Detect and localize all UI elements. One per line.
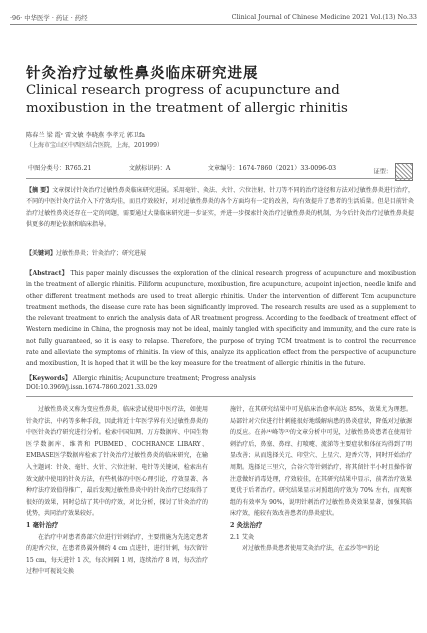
keywords-english (26, 373, 416, 382)
subsection-2-1-paragraph: 对过敏性鼻炎患者使用艾灸治疗法，在孟沙等⁽⁶⁾的论 (242, 545, 380, 553)
abstract-chinese (26, 185, 414, 230)
header-left: ·96· 中华医学 · 药证 · 药经 (10, 13, 88, 22)
abstract-cn-label: 【摘 要】 (26, 187, 53, 194)
continued-paragraph: 施针，在其研究结果中可见临床治愈率高达 85%，效果尤为理想。局部针对穴位进行针刺能很好地缓解病患的鼻炎症状，降低对过敏源的反应。在孙⁽⁴⁾峰等⁽³⁾的文章分析中可见，过敏性鼻炎患者在使用针刺治疗后，鼻塞、鼻痒、打喷嚏、流涕等主要症状和体征均得到了明显改善；从而选择关元、印堂穴、上星穴、迎香穴等，同时开始治疗周期。选择足三里穴，合谷穴等针刺治疗，将其留针半小时且操作留注意做好消毒处理，疗效较佳，在其研究结果中显示，前者治疗效果更优于后者治疗。研究结果显示对照组的疗效为 70% 左右，而观察组的有效率为 90%，说明针刺治疗过敏性鼻炎效果显著，加强其临床疗效，能较有效改善患者的鼻炎症状。 (230, 406, 412, 518)
keywords-chinese (26, 248, 414, 257)
keywords-en-text: Allergic rhinitis; Acupuncture treatment; Progress analysis (72, 375, 256, 382)
abstract-english (26, 268, 416, 370)
body-column-left (26, 404, 208, 578)
body-column-right (230, 404, 412, 555)
abstract-cn-text: 文章探讨针灸治疗过敏性鼻炎临床研究进展。采用毫针、灸法、火针、穴位注射、针刀等不同的治疗途径和方法对过敏性鼻炎进行治疗，不同的中医针灸疗法介入下疗效均佳，而且疗效较好，对对过敏性鼻炎的各个方面均有一定的改善，均有效提升了患者的生活质量。但是目前针灸治疗过敏性鼻炎还存在一定的问题，需要通过大量临床研究进一步证实，并进一步探索针灸治疗过敏性鼻炎的机制，为今后针灸治疗过敏性鼻炎提供更多的理论依据和临床指导。 (26, 187, 414, 228)
document-code: 文献标识码：A (128, 165, 171, 172)
title-english: Clinical research progress of acupuncture and moxibustion in the treatment of allergic rhinitis (26, 83, 348, 116)
cert-text: 证型： (373, 168, 392, 176)
section-1-paragraph: 在治疗中对患者鼻部穴位进行针刺治疗，主要措施为先选定患者的迎香穴位，在患者鼻翼外侧约 4 cm 点进针，进行针刺，每次留针 15 cm，每天进针 1 次，每次间隔 1 周，连续治疗 8 周，每次治疗过程中可视说交换 (26, 533, 208, 576)
intro-paragraph: 过敏性鼻炎又称为变应性鼻炎，临床尝试使用中医疗法，如使用针灸疗法、中药等多种手段，因此将近十年医学界有关过敏性鼻炎的中医针灸治疗研究进行分析。检索中国知网、万方数据库、中国生物医学数据库、维普和 PUBMED、COCHRANCE LIBARY、EMBASE医学数据库检索了针灸治疗过敏性鼻炎的临床研究，在输入主题词：针灸、毫针、火针、穴位注射、电针等关键词，检索出有效文献中使用的针灸方法，有些机体的中医心理引论，疗效显著、各种疗法疗效值得推广，最后发现过敏性鼻炎中的针灸治疗已经取得了很好的效果，同时总结了其中的疗效，对比分析，探讨了针灸治疗的优势，共同治疗效果较好。 (26, 406, 208, 518)
abstract-en-text: This paper mainly discusses the exploration of the clinical research progress of acupuncture and moxibustion in the treatment of allergic rhinitis. Filiform acupuncture, moxibustion, fire acupuncture, acupoint injection, needle knife and other different treatment methods are used to treat allergic rhinitis. Under the intervention of different Tcm acupuncture treatment methods, the disease cure rate has been significantly improved. The research results are used as a supplement to the relevant treatment to enrich the analysis data of AR treatment progress. According to the feedback of treatment effect of Western medicine in China, the prognosis may not be ideal, mainly tangled with specificity and immunity, and the cure rate is not fully guaranteed, so it is easy to relapse. Therefore, the purpose of trying TCM treatment is to control the recurrence rate and alleviate the symptoms of rhinitis. In view of this, analyze its application effect from the perspective of acupuncture and moxibustion, It is hoped that it will be the key measure for the treatment of allergic rhinitis in the future. (26, 270, 417, 368)
header-right: Clinical Journal of Chinese Medicine 2021 Vol.(13) No.33 (231, 13, 417, 21)
author-list: 陈春兰 梁 霞ᶜ 雷文敏 李晓燕 李孝元 郭卫fa (26, 132, 145, 139)
subsection-2-1-heading: 2.1 艾灸 (230, 533, 255, 541)
running-header (10, 10, 417, 25)
section-2-heading: 2 灸法治疗 (230, 520, 263, 529)
title-chinese: 针灸治疗过敏性鼻炎临床研究进展 (26, 65, 259, 82)
keywords-cn-text: 过敏性鼻炎；针灸治疗；研究进展 (56, 250, 147, 257)
clc-number: 中图分类号：R765.21 (28, 165, 92, 172)
divider-top (26, 178, 413, 179)
abstract-en-label: 【Abstract】 (26, 270, 69, 277)
keywords-cn-label: 【关键词】 (26, 250, 57, 257)
divider-bottom (26, 396, 413, 397)
affiliation: （上海市宝山区中西医结合医院，上海，201999） (26, 142, 163, 149)
article-number: 文章编号：1674-7860（2021）33-0096-03 (207, 165, 337, 172)
keywords-en-label: 【Keywords】 (26, 375, 71, 382)
section-1-heading: 1 毫针治疗 (26, 520, 59, 529)
doi[interactable]: DOI:10.3969/j.issn.1674-7860.2021.33.029 (26, 384, 158, 391)
